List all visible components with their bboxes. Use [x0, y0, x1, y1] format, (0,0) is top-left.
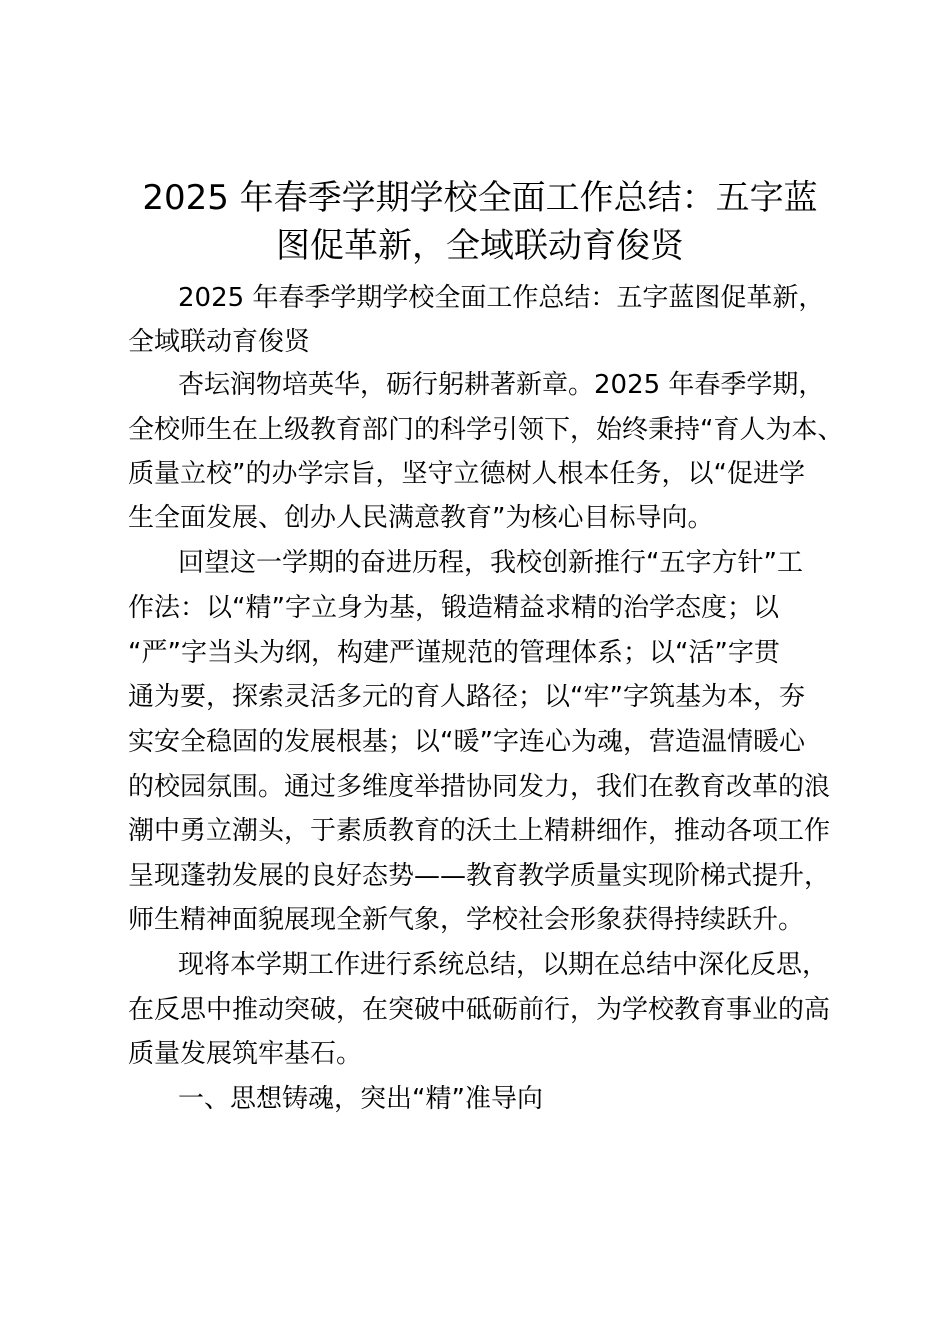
body-line: 杏坛润物培英华，砺行躬耕著新章。2025 年春季学期， — [178, 370, 825, 400]
body-line: 实安全稳固的发展根基；以“暖”字连心为魂，营造温情暖心 — [128, 727, 805, 757]
body-line: 2025 年春季学期学校全面工作总结：五字蓝图促革新， — [178, 283, 825, 313]
body-line: 的校园氛围。通过多维度举措协同发力，我们在教育改革的浪 — [128, 772, 831, 802]
document-title-line-1: 2025 年春季学期学校全面工作总结：五字蓝 — [142, 178, 818, 218]
body-line: 质量发展筑牢基石。 — [128, 1039, 363, 1069]
body-line: 通为要，探索灵活多元的育人路径；以“牢”字筑基为本，夯 — [128, 682, 805, 712]
body-line: 呈现蓬勃发展的良好态势——教育教学质量实现阶梯式提升， — [128, 861, 831, 891]
body-line: 师生精神面貌展现全新气象，学校社会形象获得持续跃升。 — [128, 905, 805, 935]
section-heading: 一、思想铸魂，突出“精”准导向 — [178, 1084, 543, 1114]
body-line: 潮中勇立潮头，于素质教育的沃土上精耕细作，推动各项工作 — [128, 816, 831, 846]
document-title-line-2: 图促革新，全域联动育俊贤 — [276, 226, 684, 266]
body-line: 生全面发展、创办人民满意教育”为核心目标导向。 — [128, 503, 714, 533]
body-line: 回望这一学期的奋进历程，我校创新推行“五字方针”工 — [178, 548, 803, 578]
body-line: 全域联动育俊贤 — [128, 327, 311, 357]
body-line: 质量立校”的办学宗旨，坚守立德树人根本任务，以“促进学 — [128, 459, 805, 489]
body-line: 全校师生在上级教育部门的科学引领下，始终秉持“育人为本、 — [128, 415, 844, 445]
body-line: 在反思中推动突破，在突破中砥砺前行，为学校教育事业的高 — [128, 995, 831, 1025]
body-line: 现将本学期工作进行系统总结，以期在总结中深化反思， — [178, 950, 829, 980]
body-line: “严”字当头为纲，构建严谨规范的管理体系；以“活”字贯 — [128, 638, 780, 668]
body-line: 作法：以“精”字立身为基，锻造精益求精的治学态度；以 — [128, 593, 779, 623]
